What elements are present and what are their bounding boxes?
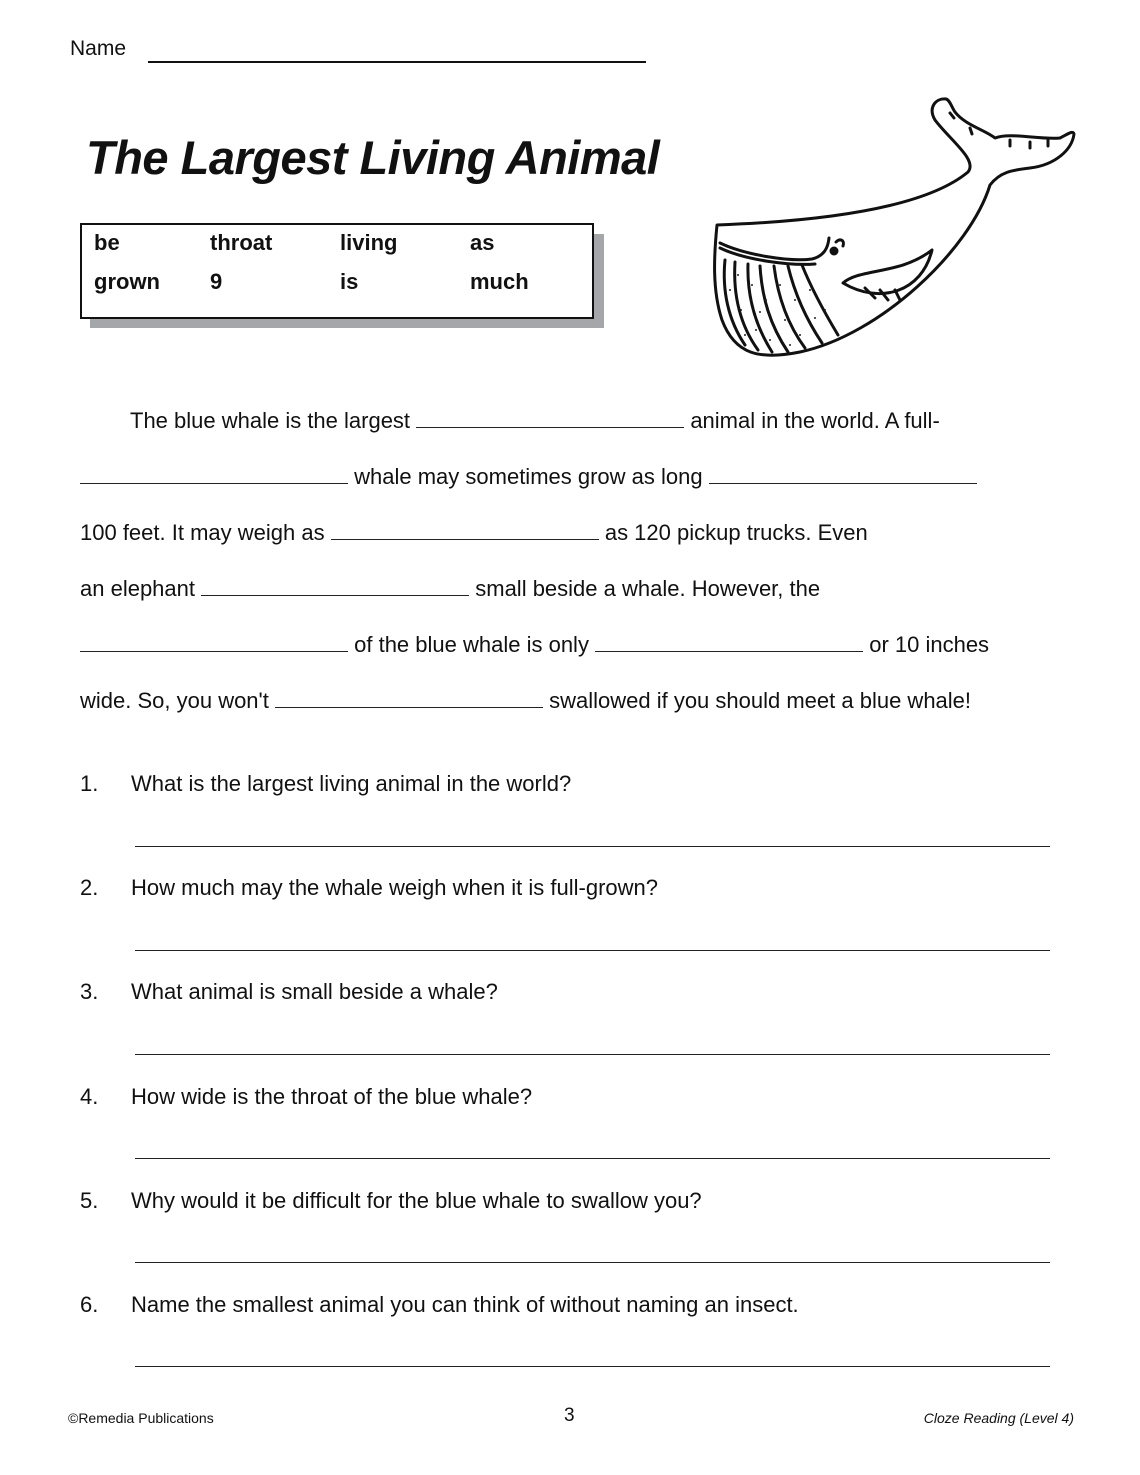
answer-line[interactable] bbox=[135, 1366, 1050, 1367]
question-number: 3. bbox=[80, 979, 99, 1004]
question-text: What animal is small beside a whale? bbox=[131, 979, 498, 1004]
answer-line[interactable] bbox=[135, 1262, 1050, 1263]
question-text: What is the largest living animal in the world? bbox=[131, 771, 572, 796]
passage-text: swallowed if you should meet a blue whale! bbox=[549, 688, 972, 713]
passage-text: wide. So, you won't bbox=[80, 688, 269, 713]
passage-line-2 bbox=[80, 464, 977, 490]
word-bank-item: much bbox=[470, 269, 529, 294]
blank-2[interactable] bbox=[80, 465, 348, 484]
passage-text: small beside a whale. However, the bbox=[475, 576, 821, 601]
blank-1[interactable] bbox=[416, 409, 684, 428]
answer-line[interactable] bbox=[135, 1054, 1050, 1055]
word-bank-item: throat bbox=[210, 230, 273, 255]
passage-line-5 bbox=[80, 632, 989, 658]
word-bank-item: as bbox=[470, 230, 495, 255]
word-box bbox=[80, 223, 594, 319]
blank-3[interactable] bbox=[709, 465, 977, 484]
answer-line[interactable] bbox=[135, 846, 1050, 847]
blank-7[interactable] bbox=[595, 633, 863, 652]
page-number: 3 bbox=[564, 1405, 575, 1426]
page-title: The Largest Living Animal bbox=[86, 131, 660, 184]
passage-text: of the blue whale is only bbox=[354, 632, 589, 657]
question-number: 1. bbox=[80, 771, 99, 796]
passage-line-1 bbox=[130, 408, 940, 434]
word-bank-item: is bbox=[340, 269, 359, 294]
passage-line-6 bbox=[80, 688, 971, 714]
question-number: 5. bbox=[80, 1188, 99, 1213]
passage-text: whale may sometimes grow as long bbox=[354, 464, 703, 489]
question-number: 4. bbox=[80, 1084, 99, 1109]
question-number: 6. bbox=[80, 1292, 99, 1317]
question-text: Why would it be difficult for the blue whale to swallow you? bbox=[131, 1188, 702, 1213]
blank-8[interactable] bbox=[275, 689, 543, 708]
word-bank-item: living bbox=[340, 230, 398, 255]
question-number: 2. bbox=[80, 875, 99, 900]
question-text: Name the smallest animal you can think of without naming an insect. bbox=[131, 1292, 799, 1317]
passage-text: as 120 pickup trucks. Even bbox=[604, 520, 868, 545]
answer-line[interactable] bbox=[135, 950, 1050, 951]
passage-text: The blue whale is the largest bbox=[130, 408, 411, 433]
passage-text: an elephant bbox=[80, 576, 195, 601]
question-text: How much may the whale weigh when it is full-grown? bbox=[131, 875, 659, 900]
answer-line[interactable] bbox=[135, 1158, 1050, 1159]
passage-line-3 bbox=[80, 520, 868, 546]
footer-book-title: Cloze Reading (Level 4) bbox=[923, 1410, 1074, 1426]
passage-line-4 bbox=[80, 576, 820, 602]
blank-5[interactable] bbox=[201, 577, 469, 596]
blank-4[interactable] bbox=[331, 521, 599, 540]
passage-text: animal in the world. A full- bbox=[690, 408, 940, 433]
name-label: Name bbox=[70, 37, 127, 60]
name-input-line[interactable] bbox=[148, 61, 646, 63]
word-bank-item: grown bbox=[94, 269, 160, 294]
passage-text: 100 feet. It may weigh as bbox=[80, 520, 325, 545]
footer-publisher: ©Remedia Publications bbox=[68, 1410, 214, 1426]
word-bank-item: be bbox=[94, 230, 120, 255]
blank-6[interactable] bbox=[80, 633, 348, 652]
word-bank-item: 9 bbox=[210, 269, 223, 294]
question-text: How wide is the throat of the blue whale? bbox=[131, 1084, 533, 1109]
passage-text: or 10 inches bbox=[869, 632, 990, 657]
